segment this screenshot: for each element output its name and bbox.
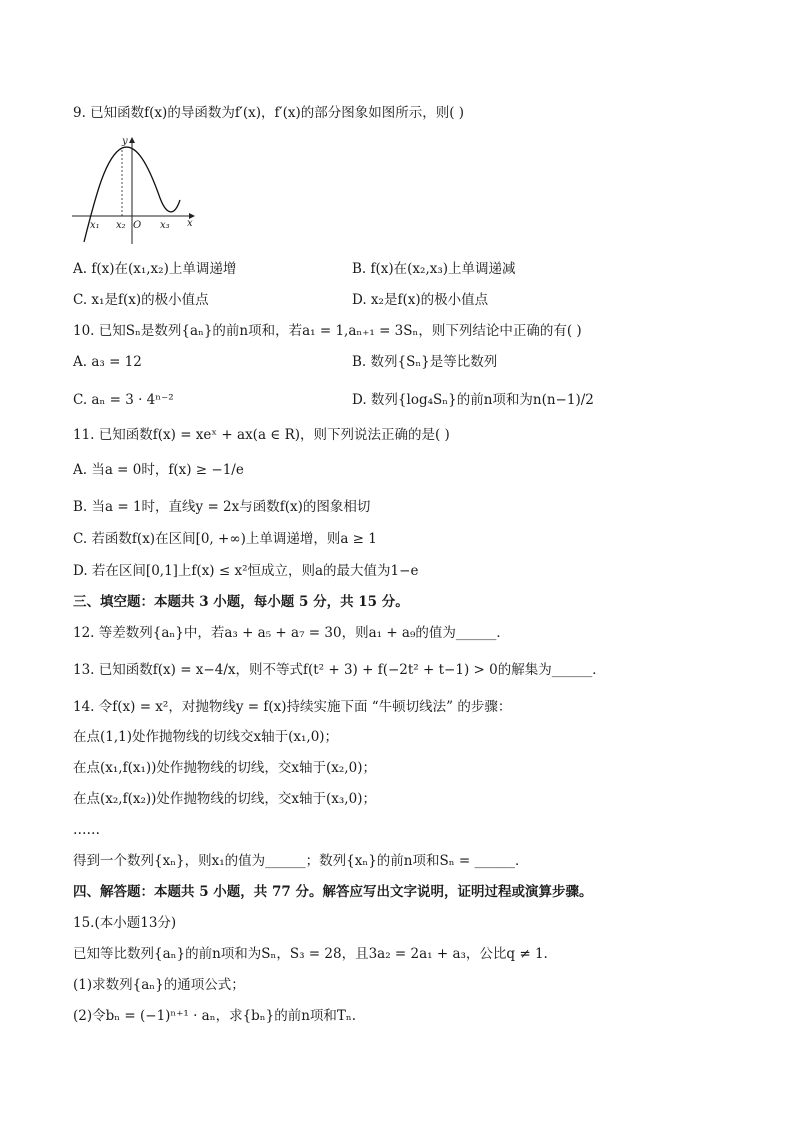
q10-option-a: A. a₃ = 12 (73, 354, 142, 370)
q14-end: 得到一个数列{xₙ}，则x₁的值为______；数列{xₙ}的前n项和Sₙ = ______． (73, 853, 529, 869)
x-label: x (187, 218, 193, 229)
q11-stem: 11. 已知函数f(x) = xeˣ + ax(a ∈ R)，则下列说法正确的是( ) (73, 427, 450, 443)
q10-option-c: C. aₙ = 3 · 4ⁿ⁻² (73, 392, 174, 408)
q14-ellipsis: …… (73, 822, 100, 838)
origin-label: O (133, 220, 142, 231)
q11-option-b: B. 当a = 1时，直线y = 2x与函数f(x)的图象相切 (73, 499, 371, 515)
q9-option-c: C. x₁是f(x)的极小值点 (73, 292, 209, 308)
q15-part1: (1)求数列{aₙ}的通项公式； (73, 977, 245, 993)
q9-stem: 9. 已知函数f(x)的导函数为f′(x)，f′(x)的部分图象如图所示，则( ) (73, 105, 465, 121)
q15-title: 15.(本小题13分) (73, 915, 177, 931)
q12: 12. 等差数列{aₙ}中，若a₃ + a₅ + a₇ = 30，则a₁ + a₉的值为______． (73, 625, 510, 641)
q10-option-d: D. 数列{log₄Sₙ}的前n项和为n(n−1)/2 (352, 392, 594, 408)
q9-option-d: D. x₂是f(x)的极小值点 (352, 292, 489, 308)
x3-label: x₃ (160, 220, 170, 231)
q10-option-b: B. 数列{Sₙ}是等比数列 (352, 354, 498, 370)
q14-step2: 在点(x₁,f(x₁))处作抛物线的切线，交x轴于(x₂,0)； (73, 760, 376, 776)
q15-stem: 已知等比数列{aₙ}的前n项和为Sₙ，S₃ = 28，且3a₂ = 2a₁ + a₃，公比q ≠ 1. (73, 946, 548, 962)
q10-stem: 10. 已知Sₙ是数列{aₙ}的前n项和，若a₁ = 1,aₙ₊₁ = 3Sₙ，则下列结论中正确的有( ) (73, 323, 582, 339)
q11-option-d: D. 若在区间[0,1]上f(x) ≤ x²恒成立，则a的最大值为1−e (73, 563, 419, 579)
q11-option-a: A. 当a = 0时，f(x) ≥ −1/e (73, 462, 244, 478)
q9-option-a: A. f(x)在(x₁,x₂)上单调递增 (73, 261, 237, 277)
y-label: y (122, 136, 128, 147)
x1-label: x₁ (90, 220, 100, 231)
derivative-graph (70, 134, 196, 246)
q14-step3: 在点(x₂,f(x₂))处作抛物线的切线，交x轴于(x₃,0)； (73, 791, 376, 807)
section-3-heading: 三、填空题：本题共 3 小题，每小题 5 分，共 15 分。 (73, 594, 409, 610)
q11-option-c: C. 若函数f(x)在区间[0, +∞)上单调递增，则a ≥ 1 (73, 531, 377, 547)
q9-option-b: B. f(x)在(x₂,x₃)上单调递减 (352, 261, 516, 277)
q14-stem: 14. 令f(x) = x²，对抛物线y = f(x)持续实施下面 “牛顿切线法” 的步骤： (73, 699, 512, 715)
q14-step1: 在点(1,1)处作抛物线的切线交x轴于(x₁,0)； (73, 729, 339, 745)
section-4-heading: 四、解答题：本题共 5 小题，共 77 分。解答应写出文字说明，证明过程或演算步骤。 (73, 884, 593, 900)
x2-label: x₂ (116, 220, 126, 231)
q13: 13. 已知函数f(x) = x−4/x，则不等式f(t² + 3) + f(−2t² + t−1) > 0的解集为______． (73, 662, 606, 678)
q15-part2: (2)令bₙ = (−1)ⁿ⁺¹ · aₙ，求{bₙ}的前n项和Tₙ. (73, 1008, 357, 1024)
